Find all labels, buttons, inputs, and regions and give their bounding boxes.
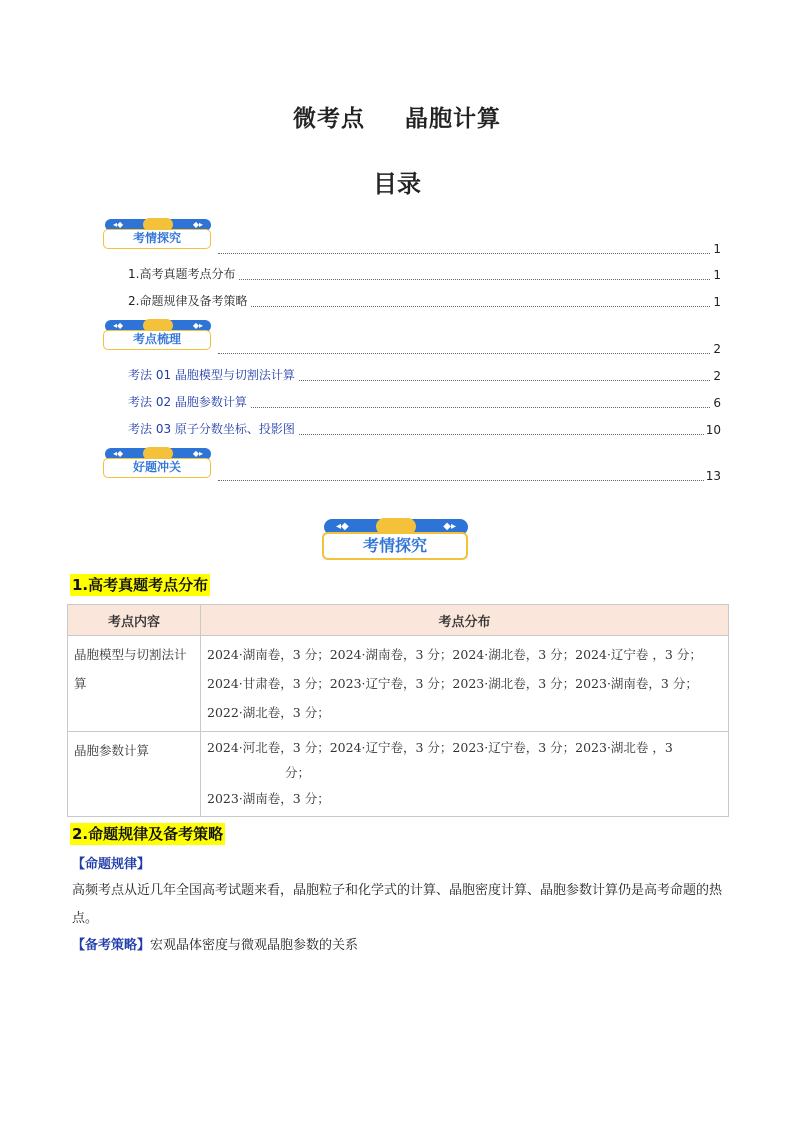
distribution-line: 2024·河北卷，3 分；2024·辽宁卷，3 分；2023·辽宁卷，3 分；2023·湖北卷 ，3 [207,740,673,755]
rule-label: 【命题规律】 [72,857,151,872]
distribution-line: 2023·湖南卷，3 分； [207,791,330,806]
toc-page: 2 [713,369,721,383]
distribution-line: 分； [285,765,311,780]
toc-entry-method3[interactable] [0,421,794,439]
toc-page: 13 [705,469,721,483]
toc-page: 2 [713,342,721,356]
toc-label: 考法 02 晶胞参数计算 [128,393,250,410]
section-badge-kaoqing: ◂◆ ◆▸ 考情探究 [322,519,468,559]
toc-entry-rules[interactable] [0,293,794,311]
toc-page: 6 [713,396,721,410]
table-cell-topic: 晶胞参数计算 [68,732,201,817]
distribution-line: 2024·湖南卷，3 分；2024·湖南卷，3 分；2024·湖北卷，3 分；2024·辽宁卷 ，3 分； [207,647,702,662]
toc-page: 10 [705,423,721,437]
rule-text: 高频考点从近几年全国高考试题来看，晶胞粒子和化学式的计算、晶胞密度计算、晶胞参数计算仍是高考命题的热点。 [72,883,723,926]
toc-entry-method1[interactable] [0,367,794,385]
toc-label: 2.命题规律及备考策略 [128,292,250,309]
distribution-line: 2022·湖北卷，3 分； [207,705,330,720]
strategy-text: 宏观晶体密度与微观晶胞参数的关系 [150,938,359,953]
toc-page: 1 [713,268,721,282]
toc-heading: 目录 [373,170,421,198]
section-badge-label: 考情探究 [362,536,427,555]
toc-entry-method2[interactable] [0,394,794,412]
table-cell-topic: 晶胞模型与切割法计算 [68,636,201,732]
toc-label: 考法 01 晶胞模型与切割法计算 [128,366,298,383]
section1-heading: 1.高考真题考点分布 [72,576,209,594]
toc-badge-kaodian-label: 考点梳理 [132,332,181,346]
toc-badge-kaoqing[interactable]: ◂◆ ◆▸ 考情探究 [103,219,211,249]
toc-entry-kaoqing[interactable] [0,240,794,258]
table-header: 考点内容 [68,605,201,636]
table-header-row [68,605,729,636]
toc-badge-kaoqing-label: 考情探究 [132,231,181,245]
toc-badge-haoti-label: 好题冲关 [132,460,181,474]
table-cell-distribution [201,732,729,817]
table-row [68,636,729,732]
page-title [0,100,794,133]
table-header: 考点分布 [201,605,729,636]
distribution-line: 2024·甘肃卷，3 分；2023·辽宁卷，3 分；2023·湖北卷，3 分；2023·湖南卷，3 分； [207,676,698,691]
strategy-label: 【备考策略】 [72,938,151,953]
toc-entry-haoti[interactable] [0,467,794,485]
section2-heading: 2.命题规律及备考策略 [72,825,224,843]
toc-page: 1 [713,295,721,309]
distribution-table [67,604,729,817]
toc-label: 考法 03 原子分数坐标、投影图 [128,420,298,437]
title-part2: 晶胞计算 [405,106,501,132]
toc-page: 1 [713,242,721,256]
toc-entry-kaodian[interactable] [0,340,794,358]
toc-badge-kaodian[interactable]: ◂◆ ◆▸ 考点梳理 [103,320,211,350]
toc-badge-haoti[interactable]: ◂◆ ◆▸ 好题冲关 [103,448,211,478]
toc-entry-distribution[interactable] [0,266,794,284]
toc-label: 1.高考真题考点分布 [128,265,238,282]
table-row [68,732,729,817]
strategy-line [72,932,732,960]
title-part1: 微考点 [293,106,365,132]
table-cell-distribution [201,636,729,732]
